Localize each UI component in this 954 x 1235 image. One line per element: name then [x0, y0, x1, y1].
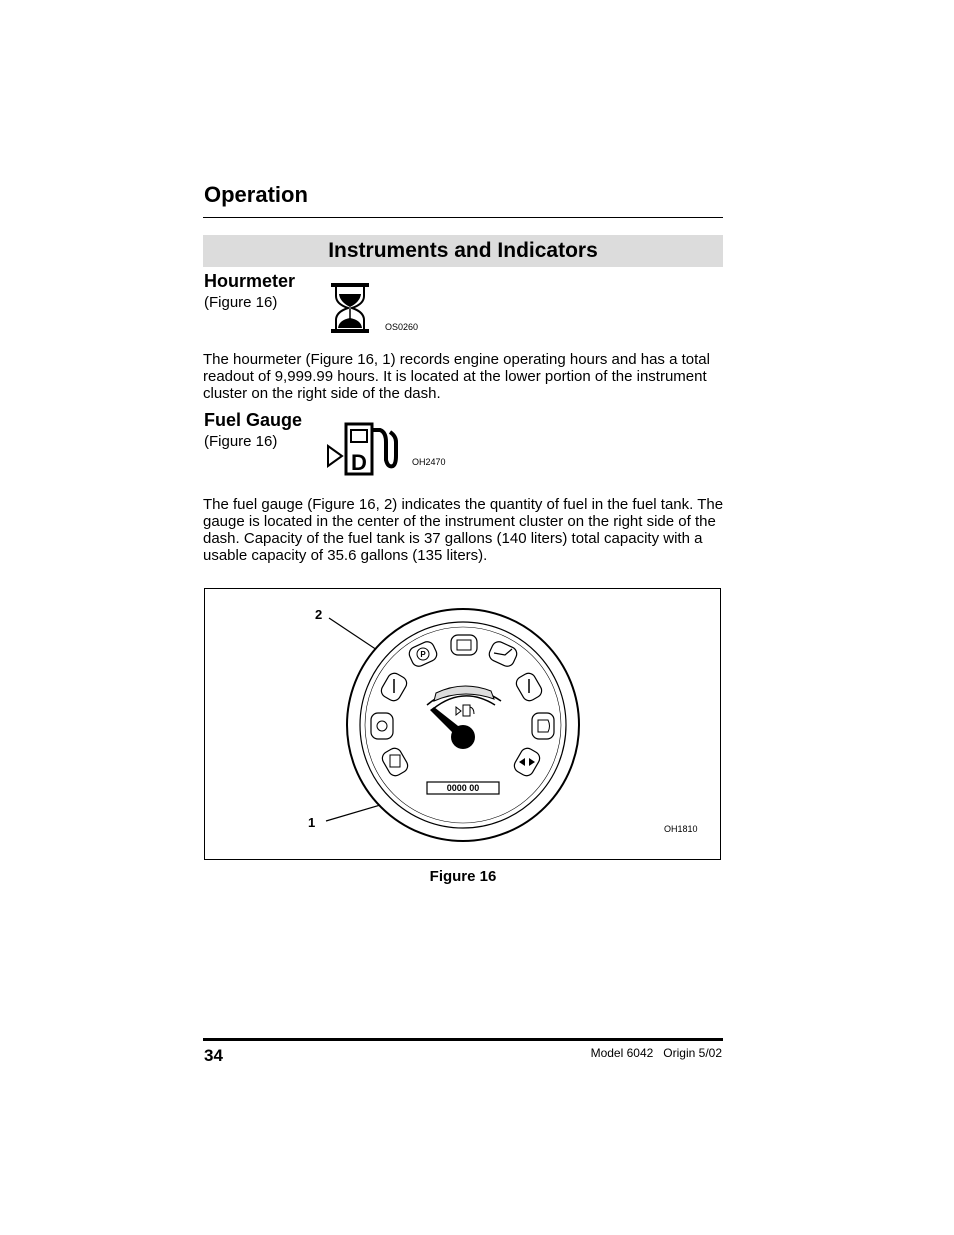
callout-number-2: 2 [315, 607, 323, 622]
hourmeter-heading: Hourmeter [204, 271, 296, 291]
diesel-fuel-pump-icon [326, 420, 400, 476]
section-heading: Operation [204, 182, 308, 207]
instrument-cluster-illustration [205, 589, 720, 859]
hourmeter-figure-ref: (Figure 16) [204, 294, 278, 311]
fuel-gauge-paragraph: The fuel gauge (Figure 16, 2) indicates the quantity of fuel in the fuel tank. The gauge is located in the center of the instrument cluster on the right side of the dash. Capacity of the fuel tank is 37 gallons (140 liters) total capacity with a usable capacity of 35.6 gallons (135 liters). [203, 496, 724, 564]
hourmeter-paragraph: The hourmeter (Figure 16, 1) records engine operating hours and has a total readout of 9,999.99 hours. It is located at the lower portion of the instrument cluster on the right side of the dash. [203, 351, 710, 402]
page-title: Instruments and Indicators [203, 235, 723, 267]
fuel-gauge-icon-code: OH2470 [412, 457, 446, 467]
footer-model-info [581, 1046, 722, 1060]
page-number: 34 [204, 1046, 223, 1065]
callout-number-1: 1 [308, 815, 316, 830]
fuel-gauge-heading: Fuel Gauge [204, 410, 303, 430]
top-divider [203, 217, 723, 218]
figure-caption: Figure 16 [429, 868, 497, 885]
transmission-temperature-lamp-icon [371, 713, 393, 739]
svg-text:D: D [351, 450, 367, 475]
battery-lamp-icon [451, 635, 477, 655]
hourmeter-readout: 0000 00 [446, 783, 480, 793]
fuel-gauge-figure-ref: (Figure 16) [204, 433, 278, 450]
footer-origin: Origin 5/02 [663, 1046, 722, 1060]
svg-text:P: P [420, 650, 426, 659]
figure-code: OH1810 [664, 824, 698, 834]
figure-16-frame [204, 588, 721, 860]
footer-divider [203, 1038, 723, 1041]
hourglass-icon [330, 282, 370, 334]
footer-model: Model 6042 [590, 1046, 654, 1060]
headlight-lamp-icon [532, 713, 554, 739]
needle-hub [451, 725, 475, 749]
hourmeter-icon-code: OS0260 [385, 322, 419, 332]
